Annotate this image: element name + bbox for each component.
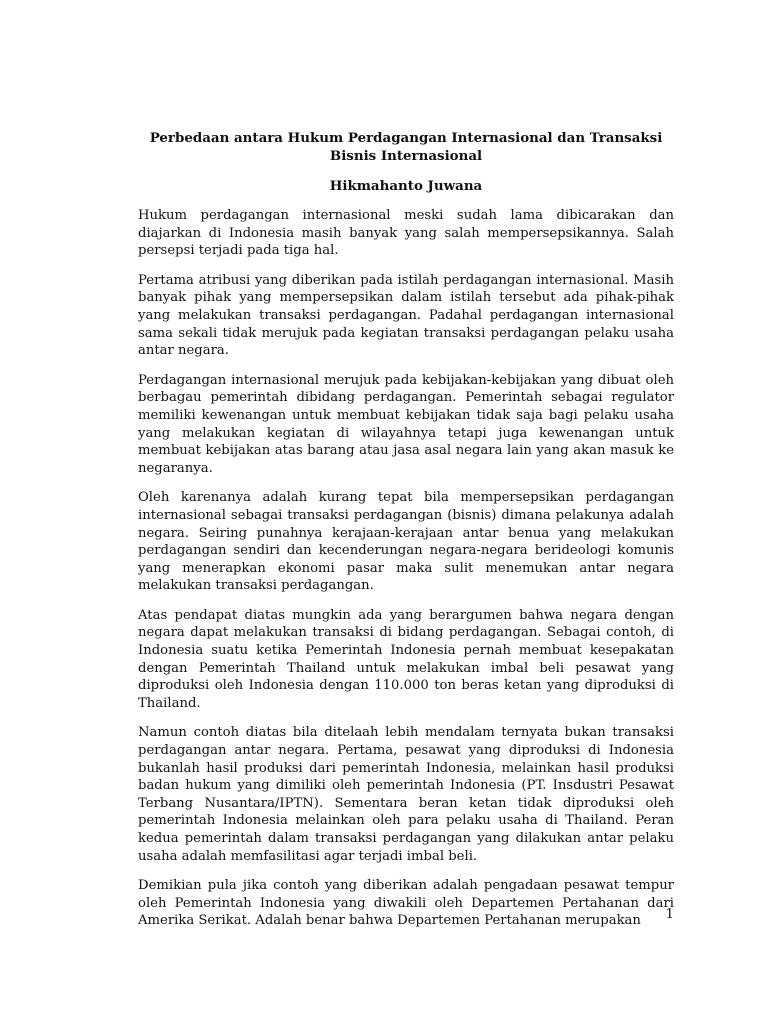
paragraph-6: Namun contoh diatas bila ditelaah lebih mendalam ternyata bukan transaksi perdagangan antar negara. Pertama, pesawat yang diproduksi di Indonesia bukanlah hasil produksi dari pemerintah Indonesia, melainkan hasil produksi badan hukum yang dimiliki oleh pemerintah Indonesia (PT. Insdustri Pesawat Terbang Nusantara/IPTN). Sementara beran ketan tidak diproduksi oleh pemerintah Indonesia melainkan oleh para pelaku usaha di Thailand. Peran kedua pemerintah dalam transaksi perdagangan yang dilakukan antar pelaku usaha adalah memfasilitasi agar terjadi imbal beli. <box>138 725 674 864</box>
document-body <box>138 129 674 930</box>
document-author: Hikmahanto Juwana <box>329 178 483 194</box>
paragraph-5: Atas pendapat diatas mungkin ada yang berargumen bahwa negara dengan negara dapat melakukan transaksi di bidang perdagangan. Sebagai contoh, di Indonesia suatu ketika Pemerintah Indonesia pernah membuat kesepakatan dengan Pemerintah Thailand untuk melakukan imbal beli pesawat yang diproduksi oleh Indonesia dengan 110.000 ton beras ketan yang diproduksi di Thailand. <box>138 607 674 711</box>
page-number: 1 <box>665 907 674 922</box>
paragraph-1: Hukum perdagangan internasional meski sudah lama dibicarakan dan diajarkan di Indonesia masih banyak yang salah mempersepsikannya. Salah persepsi terjadi pada tiga hal. <box>138 208 674 259</box>
paragraph-7: Demikian pula jika contoh yang diberikan adalah pengadaan pesawat tempur oleh Pemerintah Indonesia yang diwakili oleh Departemen Pertahanan dari Amerika Serikat. Adalah benar bahwa Departemen Pertahanan merupakan <box>138 878 674 929</box>
paragraph-4: Oleh karenanya adalah kurang tepat bila mempersepsikan perdagangan internasional sebagai transaksi perdagangan (bisnis) dimana pelakunya adalah negara. Seiring punahnya kerajaan-kerajaan antar benua yang melakukan perdagangan sendiri dan kecenderungan negara-negara berideologi komunis yang menerapkan ekonomi pasar maka sulit menemukan antar negara melakukan transaksi perdagangan. <box>138 490 674 594</box>
paragraph-3: Perdagangan internasional merujuk pada kebijakan-kebijakan yang dibuat oleh berbagau pemerintah dibidang perdagangan. Pemerintah sebagai regulator memiliki kewenangan untuk membuat kebijakan tidak saja bagi pelaku usaha yang melakukan kegiatan di wilayahnya tetapi juga kewenangan untuk membuat kebijakan atas barang atau jasa asal negara lain yang akan masuk ke negaranya. <box>138 372 674 476</box>
paragraph-2: Pertama atribusi yang diberikan pada istilah perdagangan internasional. Masih banyak pihak yang mempersepsikan dalam istilah tersebut ada pihak-pihak yang melakukan transaksi perdagangan. Padahal perdagangan internasional sama sekali tidak merujuk pada kegiatan transaksi perdagangan pelaku usaha antar negara. <box>138 272 674 359</box>
document-title: Perbedaan antara Hukum Perdagangan Internasional dan Transaksi Bisnis Internasional <box>149 130 663 164</box>
